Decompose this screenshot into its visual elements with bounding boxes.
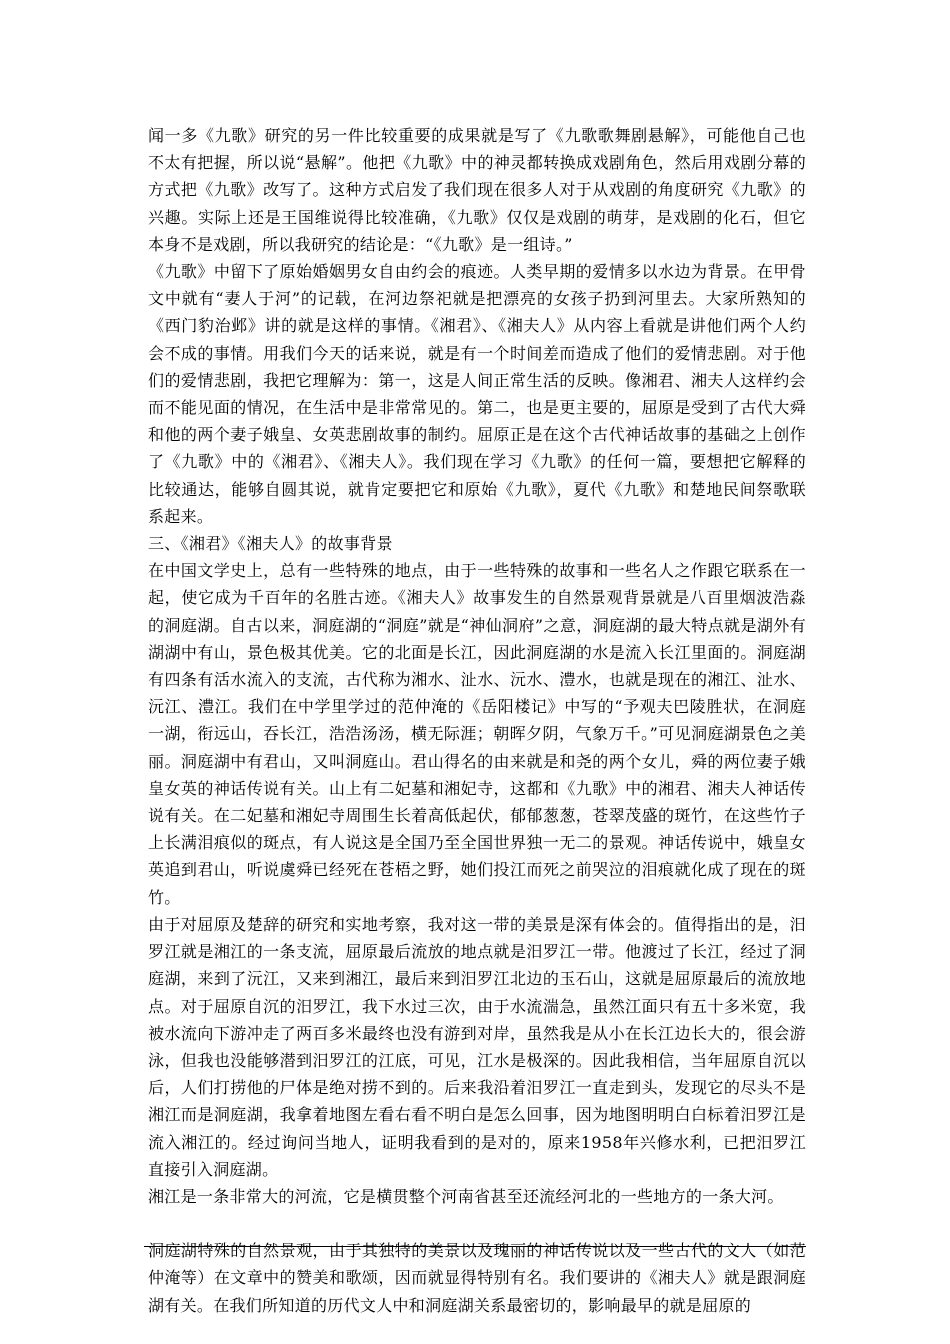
paragraph-dongting-lake: 在中国文学史上，总有一些特殊的地点，由于一些特殊的故事和一些名人之作跟它联系在一起，使它成为千百年的名胜古迹。《湘夫人》故事发生的自然景观背景就是八百里烟波浩淼的洞庭湖。自古以来，洞庭湖的“洞庭”就是“神仙洞府”之意，洞庭湖的最大特点就是湖外有湖湖中有山，景色极其优美。它的北面是长江，因此洞庭湖的水是流入长江里面的。洞庭湖有四条有活水流入的支流，古代称为湘水、沚水、沅水、澧水，也就是现在的湘江、沚水、沅江、澧江。我们在中学里学过的范仲淹的《岳阳楼记》中写的“予观夫巴陵胜状，在洞庭一湖，衔远山，吞长江，浩浩汤汤，横无际涯；朝晖夕阴，气象万千。”可见洞庭湖景色之美丽。洞庭湖中有君山，又叫洞庭山。君山得名的由来就是和尧的两个女儿，舜的两位妻子娥皇女英的神话传说有关。山上有二妃墓和湘妃寺，这都和《九歌》中的湘君、湘夫人神话传说有关。在二妃墓和湘妃寺周围生长着高低起伏，郁郁葱葱，苍翠茂盛的斑竹，在这些竹子上长满泪痕似的斑点，有人说这是全国乃至全国世界独一无二的景观。神话传说中，娥皇女英追到君山，听说虞舜已经死在苍梧之野，她们投江而死之前哭泣的泪痕就化成了现在的斑竹。 [148,561,806,907]
paragraph-jiuge-marriage-traces: 《九歌》中留下了原始婚姻男女自由约会的痕迹。人类早期的爱情多以水边为背景。在甲骨文中就有“妻人于河”的记载，在河边祭祀就是把漂亮的女孩子扔到河里去。大家所熟知的《西门豹治邺》讲的就是这样的事情。《湘君》、《湘夫人》从内容上看就是讲他们两个人约会不成的事情。用我们今天的话来说，就是有一个时间差而造成了他们的爱情悲剧。对于他们的爱情悲剧，我把它理解为：第一，这是人间正常生活的反映。像湘君、湘夫人这样约会而不能见面的情况，在生活中是非常常见的。第二，也是更主要的，屈原是受到了古代大舜和他的两个妻子娥皇、女英悲剧故事的制约。屈原正是在这个古代神话故事的基础之上创作了《九歌》中的《湘君》、《湘夫人》。我们现在学习《九歌》的任何一篇，要想把它解释的比较通达，能够自圆其说，就肯定要把它和原始《九歌》，夏代《九歌》和楚地民间祭歌联系起来。 [148,262,806,526]
paragraph-wen-yiduo-jiuge: 闻一多《九歌》研究的另一件比较重要的成果就是写了《九歌歌舞剧悬解》，可能他自己也不太有把握，所以说“悬解”。他把《九歌》中的神灵都转换成戏剧角色，然后用戏剧分幕的方式把《九歌》改写了。这种方式启发了我们现在很多人对于从戏剧的角度研究《九歌》的兴趣。实际上还是王国维说得比较准确，《九歌》仅仅是戏剧的萌芽，是戏剧的化石，但它本身不是戏剧，所以我研究的结论是：“《九歌》是一组诗。” [148,126,806,254]
footer-rule [144,1246,806,1247]
paragraph-xiang-river: 湘江是一条非常大的河流，它是横贯整个河南省甚至还流经河北的一些地方的一条大河。 [148,1186,784,1206]
paragraph-dongting-landscape: 洞庭湖特殊的自然景观，由于其独特的美景以及瑰丽的神话传说以及一些古代的文人（如范仲淹等）在文章中的赞美和歌颂，因而就显得特别有名。我们要讲的《湘夫人》就是跟洞庭湖有关。在我们所知道的历代文人中和洞庭湖关系最密切的，影响最早的就是屈原的 [148,1241,806,1315]
section-heading: 三、《湘君》《湘夫人》的故事背景 [148,534,393,554]
paragraph-miluo-river: 由于对屈原及楚辞的研究和实地考察，我对这一带的美景是深有体会的。值得指出的是，汨罗江就是湘江的一条支流，屈原最后流放的地点就是汨罗江一带。他渡过了长江，经过了洞庭湖，来到了沅江，又来到湘江，最后来到汨罗江北边的玉石山，这就是屈原最后的流放地点。对于屈原自沉的汨罗江，我下水过三次，由于水流湍急，虽然江面只有五十多米宽，我被水流向下游冲走了两百多米最终也没有游到对岸，虽然我是从小在长江边长大的，很会游泳，但我也没能够潜到汨罗江的江底，可见，江水是极深的。因此我相信，当年屈原自沉以后，人们打捞他的尸体是绝对捞不到的。后来我沿着汨罗江一直走到头，发现它的尽头不是湘江而是洞庭湖，我拿着地图左看右看不明白是怎么回事，因为地图明明白白标着汨罗江是流入湘江的。经过询问当地人，证明我看到的是对的，原来1958年兴修水利，已把汨罗江直接引入洞庭湖。 [148,914,806,1179]
blank-line [148,1210,806,1237]
document-page [148,122,806,1319]
